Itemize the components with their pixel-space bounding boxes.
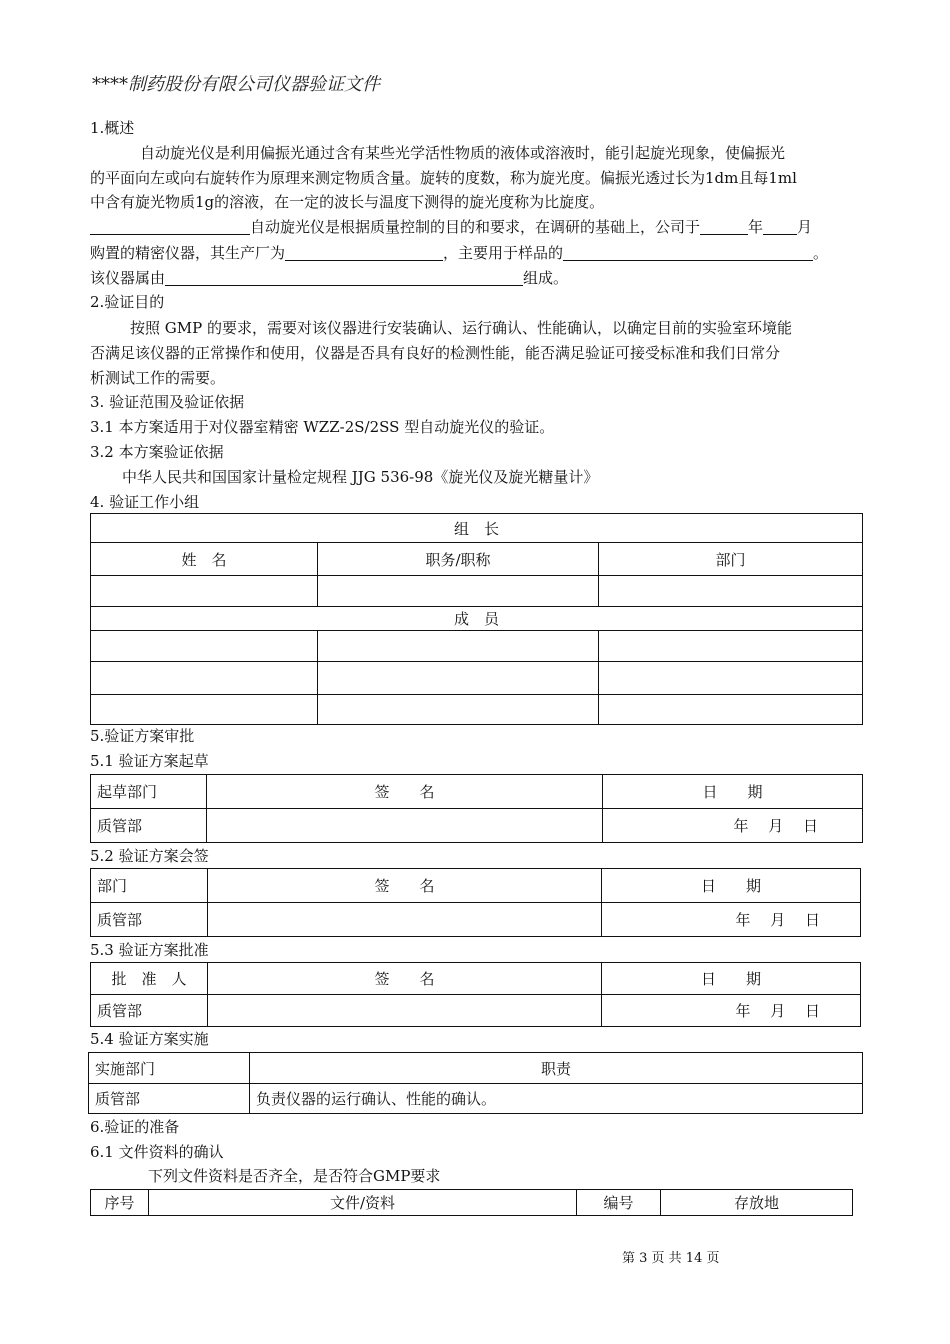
- col-title: 职务/职称: [318, 543, 599, 576]
- qa-dept-label: 质管部: [91, 903, 208, 937]
- composition-blank[interactable]: [165, 269, 523, 286]
- approver-label: 批 准 人: [91, 963, 208, 995]
- draft-approval-table: [90, 774, 863, 843]
- document-header: ****制药股份有限公司仪器验证文件: [92, 74, 380, 95]
- member-title-cell[interactable]: [318, 695, 599, 725]
- approval-table: [90, 962, 861, 1027]
- section-3-heading: 3. 验证范围及验证依据: [90, 393, 245, 411]
- manufacturer-blank[interactable]: [285, 244, 443, 261]
- dept-label: 部门: [91, 869, 208, 903]
- scope-line: 3.1 本方案适用于对仪器室精密 WZZ-2S/2SS 型自动旋光仪的验证。: [90, 418, 555, 436]
- member-name-cell[interactable]: [91, 662, 318, 695]
- page-number: 第 3 页 共 14 页: [622, 1251, 720, 1266]
- member-name-cell[interactable]: [91, 631, 318, 662]
- purchase-text-f: 组成。: [523, 269, 569, 287]
- purchase-text-b: 购置的精密仪器，其生产厂为: [90, 244, 286, 262]
- qa-dept-label: 质管部: [89, 1084, 250, 1114]
- section-5-1-heading: 5.1 验证方案起草: [90, 752, 209, 770]
- member-department-cell[interactable]: [599, 662, 863, 695]
- qa-dept-label: 质管部: [91, 995, 208, 1027]
- countersign-table: [90, 868, 861, 937]
- section-6-heading: 6.验证的准备: [90, 1118, 180, 1136]
- member-title-cell[interactable]: [318, 662, 599, 695]
- documents-table: [90, 1189, 853, 1216]
- signature-label: 签 名: [208, 869, 602, 903]
- member-name-cell[interactable]: [91, 695, 318, 725]
- section-5-2-heading: 5.2 验证方案会签: [90, 847, 209, 865]
- overview-line-2: 的平面向左或向右旋转作为原理来测定物质含量。旋转的度数，称为旋光度。偏振光透过长为1dm且每1ml: [90, 169, 797, 187]
- signature-label: 签 名: [208, 963, 602, 995]
- overview-line-1: 自动旋光仪是利用偏振光通过含有某些光学活性物质的液体或溶液时，能引起旋光现象，使偏振光: [140, 144, 786, 162]
- member-department-cell[interactable]: [599, 631, 863, 662]
- year-label: 年: [748, 218, 764, 236]
- purchase-text-e: 该仪器属由: [90, 269, 166, 287]
- leader-name-cell[interactable]: [91, 576, 318, 607]
- qa-responsibility-cell: 负责仪器的运行确认、性能的确认。: [250, 1084, 863, 1114]
- purpose-line-1: 按照 GMP 的要求，需要对该仪器进行安装确认、运行确认、性能确认，以确定目前的实验室环境能: [130, 319, 792, 337]
- section-6-1-heading: 6.1 文件资料的确认: [90, 1143, 224, 1161]
- col-department: 部门: [599, 543, 863, 576]
- impl-dept-label: 实施部门: [89, 1053, 250, 1084]
- section-5-3-heading: 5.3 验证方案批准: [90, 941, 209, 959]
- leader-title-cell[interactable]: [318, 576, 599, 607]
- qa-signature-cell[interactable]: [208, 995, 602, 1027]
- month-label: 月: [797, 218, 813, 236]
- qa-date-cell[interactable]: 年 月 日: [602, 995, 861, 1027]
- team-table: [90, 513, 863, 725]
- basis-regulation: 中华人民共和国国家计量检定规程 JJG 536-98《旋光仪及旋光糖量计》: [122, 468, 599, 486]
- date-label: 日 期: [602, 869, 861, 903]
- col-document: 文件/资料: [149, 1190, 577, 1216]
- purchase-year-blank[interactable]: [700, 218, 748, 235]
- qa-signature-cell[interactable]: [208, 903, 602, 937]
- purpose-line-3: 析测试工作的需要。: [90, 369, 226, 387]
- purchase-text-a: 自动旋光仪是根据质量控制的目的和要求，在调研的基础上，公司于: [250, 218, 701, 236]
- members-header: 成 员: [91, 607, 863, 631]
- qa-signature-cell[interactable]: [207, 809, 603, 843]
- section-1-heading: 1.概述: [90, 119, 135, 137]
- basis-heading: 3.2 本方案验证依据: [90, 443, 224, 461]
- usage-blank[interactable]: [563, 244, 813, 261]
- member-department-cell[interactable]: [599, 695, 863, 725]
- purchase-line-2: [90, 243, 828, 263]
- draft-dept-label: 起草部门: [91, 775, 207, 809]
- qa-dept-label: 质管部: [91, 809, 207, 843]
- instrument-name-blank[interactable]: [90, 218, 250, 235]
- signature-label: 签 名: [207, 775, 603, 809]
- member-title-cell[interactable]: [318, 631, 599, 662]
- leader-department-cell[interactable]: [599, 576, 863, 607]
- section-2-heading: 2.验证目的: [90, 293, 165, 311]
- purchase-text-d: 。: [813, 244, 829, 262]
- purchase-month-blank[interactable]: [763, 218, 797, 235]
- section-5-heading: 5.验证方案审批: [90, 727, 195, 745]
- responsibility-label: 职责: [250, 1053, 863, 1084]
- purchase-text-c: ，主要用于样品的: [443, 244, 564, 262]
- purchase-line-1: [90, 217, 812, 237]
- col-serial: 序号: [91, 1190, 149, 1216]
- date-label: 日 期: [602, 963, 861, 995]
- overview-line-3: 中含有旋光物质1g的溶液，在一定的波长与温度下测得的旋光度称为比旋度。: [90, 193, 605, 211]
- qa-date-cell[interactable]: 年 月 日: [603, 809, 863, 843]
- documents-intro: 下列文件资料是否齐全，是否符合GMP要求: [148, 1167, 441, 1185]
- implementation-table: [88, 1052, 863, 1114]
- section-4-heading: 4. 验证工作小组: [90, 493, 200, 511]
- col-name: 姓 名: [91, 543, 318, 576]
- date-label: 日 期: [603, 775, 863, 809]
- purchase-line-3: [90, 268, 568, 288]
- leader-header: 组 长: [91, 514, 863, 543]
- col-location: 存放地: [661, 1190, 853, 1216]
- col-number: 编号: [577, 1190, 661, 1216]
- qa-date-cell[interactable]: 年 月 日: [602, 903, 861, 937]
- purpose-line-2: 否满足该仪器的正常操作和使用，仪器是否具有良好的检测性能，能否满足验证可接受标准和我们日常分: [90, 344, 781, 362]
- section-5-4-heading: 5.4 验证方案实施: [90, 1030, 209, 1048]
